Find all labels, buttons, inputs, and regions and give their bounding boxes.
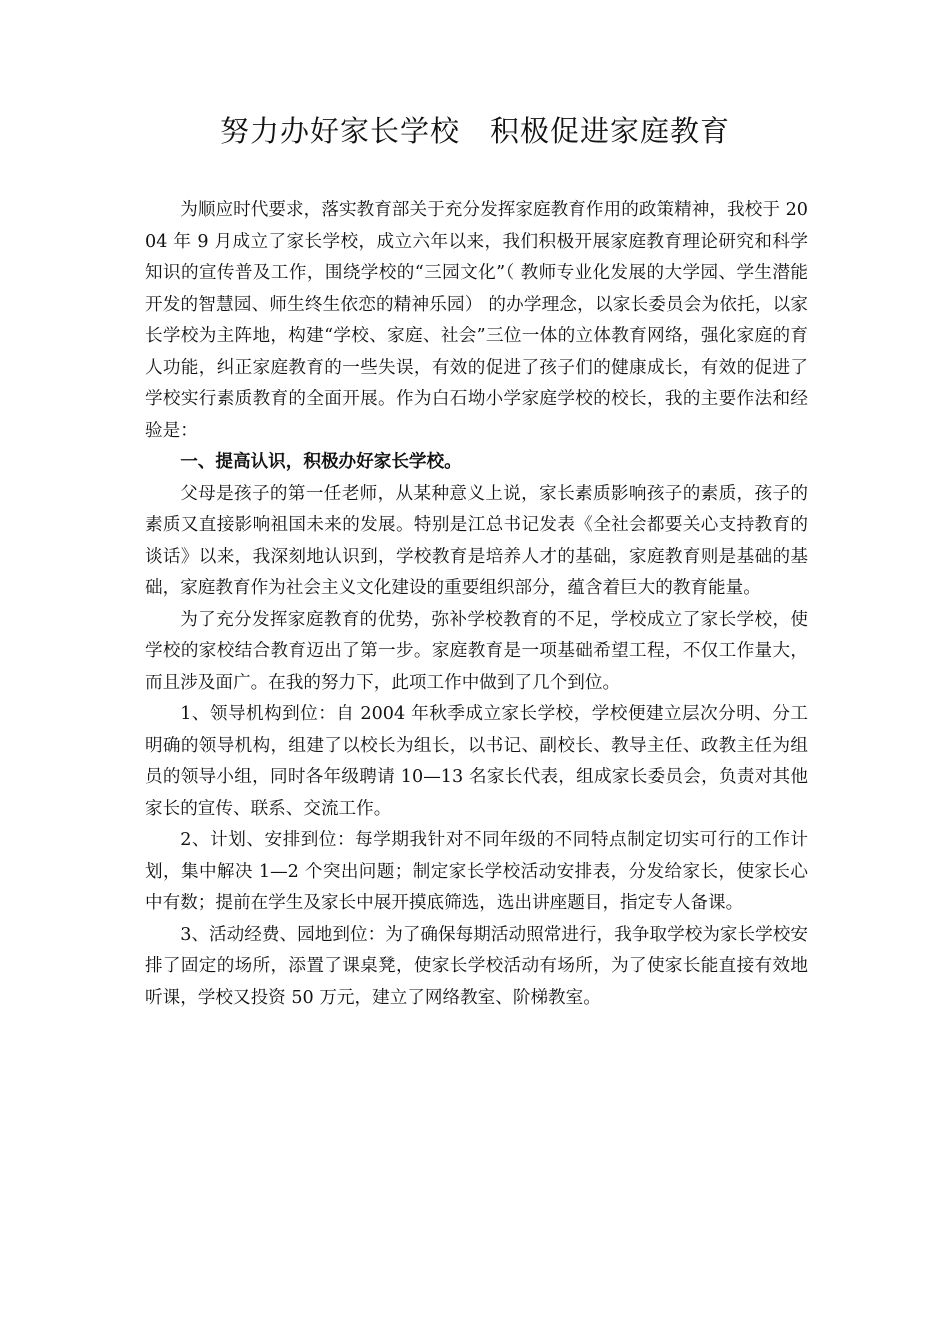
document-title: 努力办好家长学校 积极促进家庭教育 bbox=[219, 114, 730, 148]
paragraph-funding-venue: 3、活动经费、园地到位：为了确保每期活动照常进行，我争取学校为家长学校安排了固定的场所，添置了课桌凳，使家长学校活动有场所，为了使家长能直接有效地听课，学校又投资 50 万元，建立了网络教室、阶梯教室。 bbox=[145, 924, 808, 1008]
paragraph-parent-school-founded: 为了充分发挥家庭教育的优势，弥补学校教育的不足，学校成立了家长学校，使学校的家校结合教育迈出了第一步。家庭教育是一项基础希望工程，不仅工作量大，而且涉及面广。在我的努力下，此项工作中做到了几个到位。 bbox=[145, 609, 808, 693]
paragraph-leadership: 1、领导机构到位：自 2004 年秋季成立家长学校，学校便建立层次分明、分工明确的领导机构，组建了以校长为组长，以书记、副校长、教导主任、政教主任为组员的领导小组，同时各年级聘请 10—13 名家长代表，组成家长委员会，负责对其他家长的宣传、联系、交流工作。 bbox=[145, 704, 808, 819]
paragraph-planning: 2、计划、安排到位：每学期我针对不同年级的不同特点制定切实可行的工作计划，集中解决 1—2 个突出问题；制定家长学校活动安排表，分发给家长，使家长心中有数；提前在学生及家长中展开摸底筛选，选出讲座题目，指定专人备课。 bbox=[145, 830, 808, 913]
paragraph-intro: 为顺应时代要求，落实教育部关于充分发挥家庭教育作用的政策精神，我校于 2004 年 9 月成立了家长学校，成立六年以来，我们积极开展家庭教育理论研究和科学知识的宣传普及工作，围绕学校的“三园文化”（ 教师专业化发展的大学园、学生潜能开发的智慧园、师生终生依恋的精神乐园） 的办学理念，以家长委员会为依托，以家长学校为主阵地，构建“学校、家庭、社会”三位一体的立体教育网络，强化家庭的育人功能，纠正家庭教育的一些失误，有效的促进了孩子们的健康成长，有效的促进了学校实行素质教育的全面开展。作为白石坳小学家庭学校的校长，我的主要作法和经验是： bbox=[145, 200, 808, 441]
document-body bbox=[145, 195, 808, 1014]
paragraph-parents-first-teacher: 父母是孩子的第一任老师，从某种意义上说，家长素质影响孩子的素质，孩子的素质又直接影响祖国未来的发展。特别是江总书记发表《全社会都要关心支持教育的谈话》以来，我深刻地认识到，学校教育是培养人才的基础，家庭教育则是基础的基础，家庭教育作为社会主义文化建设的重要组织部分，蕴含着巨大的教育能量。 bbox=[145, 483, 808, 598]
section-heading: 一、提高认识，积极办好家长学校。 bbox=[180, 452, 462, 472]
